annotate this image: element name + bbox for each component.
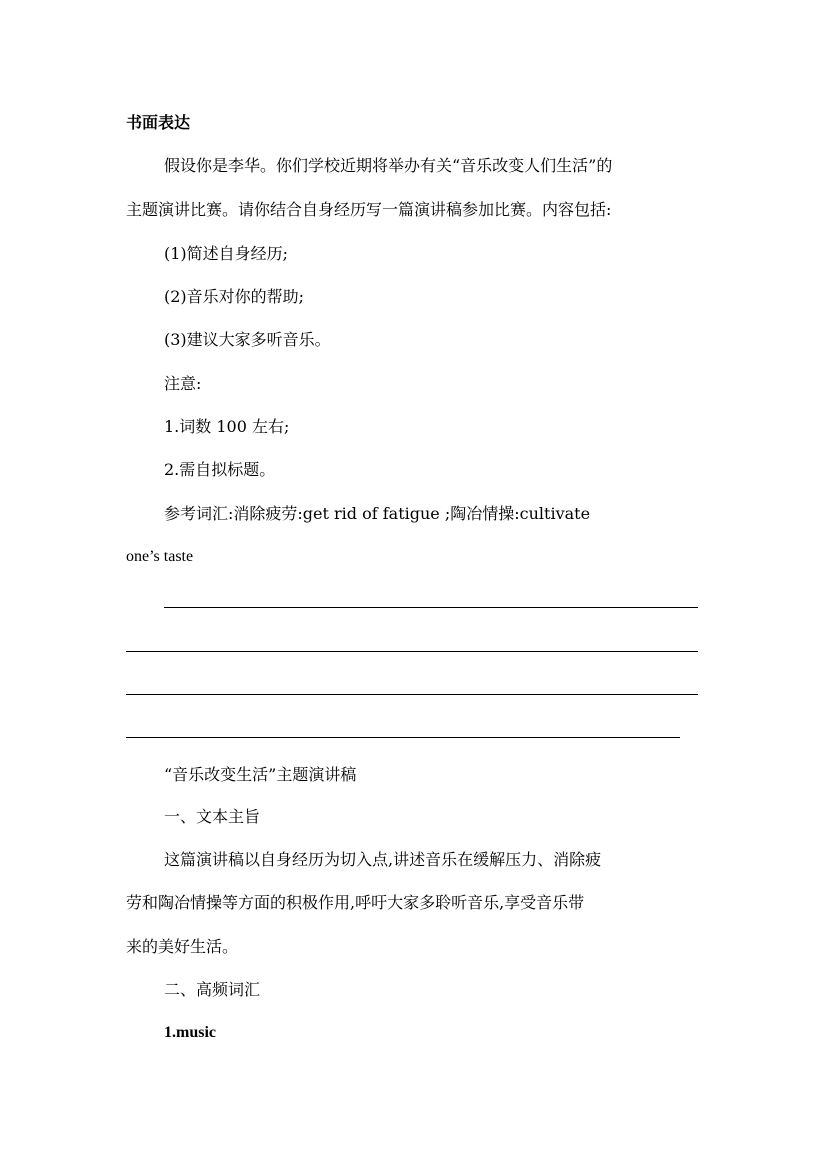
section-heading: 书面表达 [126, 113, 191, 132]
notes-label: 注意: [164, 374, 202, 393]
content-point-3: (3)建议大家多听音乐。 [164, 330, 331, 349]
prompt-line-1: 假设你是李华。你们学校近期将举办有关“音乐改变人们生活”的 [164, 156, 613, 175]
writing-line-4 [126, 737, 680, 738]
prompt-line-2: 主题演讲比赛。请你结合自身经历写一篇演讲稿参加比赛。内容包括: [126, 200, 612, 219]
note-title: 2.需自拟标题。 [164, 460, 276, 479]
section-1-heading: 一、文本主旨 [164, 807, 261, 826]
reference-vocab-line-2: one’s taste [126, 548, 194, 565]
content-point-1: (1)简述自身经历; [164, 244, 289, 263]
writing-line-1 [164, 607, 698, 608]
note-word-count: 1.词数 100 左右; [164, 417, 290, 436]
theme-line-3: 来的美好生活。 [126, 937, 239, 956]
reference-vocab-line-1: 参考词汇:消除疲劳:get rid of fatigue ;陶冶情操:cultivate [164, 504, 591, 523]
section-2-heading: 二、高频词汇 [164, 980, 261, 999]
vocab-item-1: 1.music [164, 1024, 216, 1041]
answer-title: “音乐改变生活”主题演讲稿 [164, 765, 357, 784]
theme-line-1: 这篇演讲稿以自身经历为切入点,讲述音乐在缓解压力、消除疲 [164, 850, 602, 869]
writing-line-2 [126, 651, 698, 652]
writing-line-3 [126, 694, 698, 695]
content-point-2: (2)音乐对你的帮助; [164, 287, 305, 306]
theme-line-2: 劳和陶冶情操等方面的积极作用,呼吁大家多聆听音乐,享受音乐带 [126, 893, 585, 912]
